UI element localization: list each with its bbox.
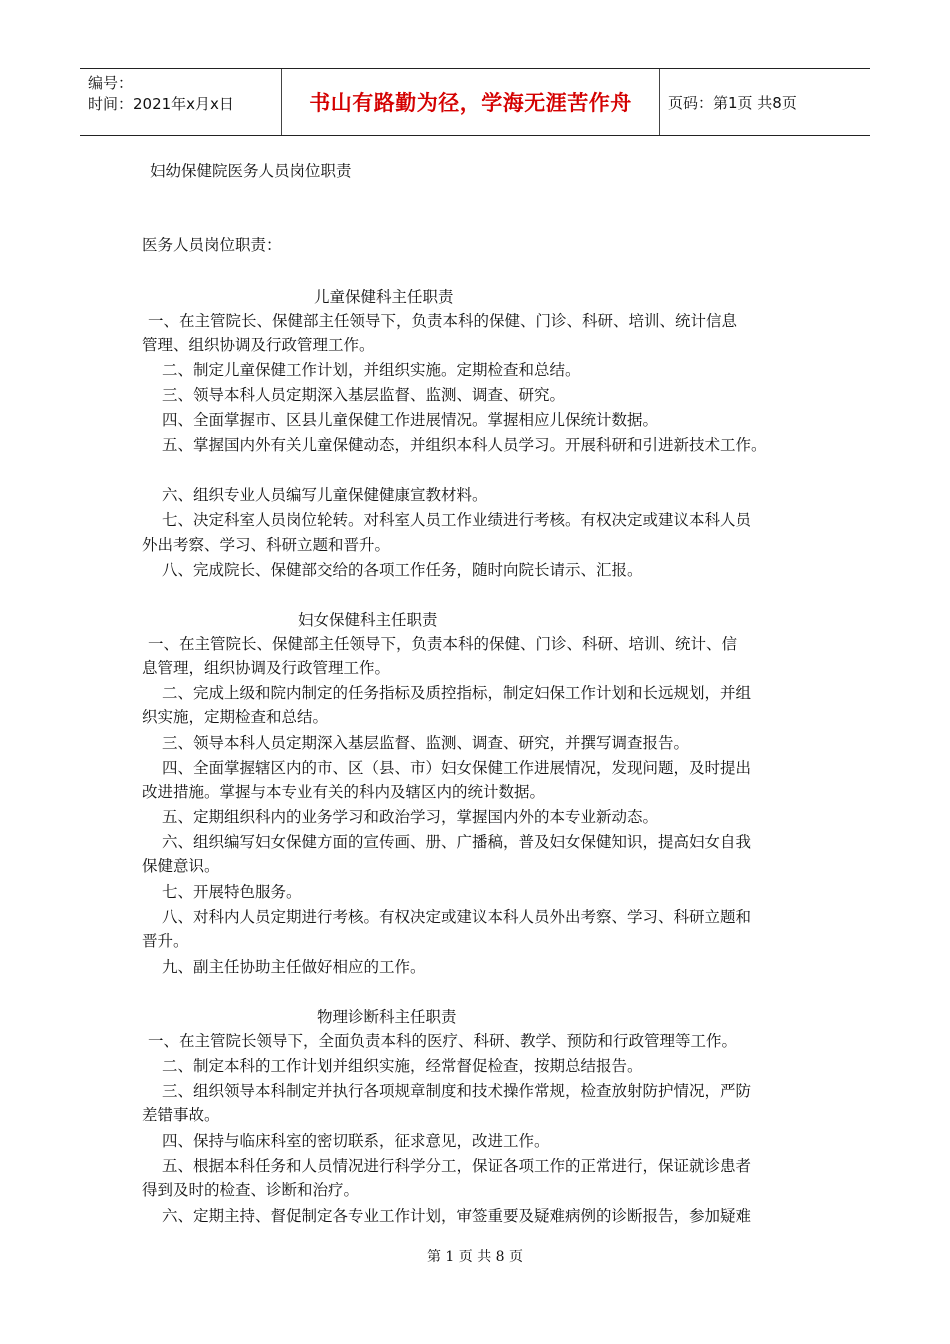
header-meta [80, 69, 282, 135]
section-heading-child: 儿童保健科主任职责 [314, 288, 454, 306]
child-line-5: 四、全面掌握市、区县儿童保健工作进展情况。掌握相应儿保统计数据。 [162, 411, 659, 429]
women-line-3: 二、完成上级和院内制定的任务指标及质控指标，制定妇保工作计划和长远规划，并组 [162, 684, 752, 702]
section-heading-women: 妇女保健科主任职责 [298, 611, 438, 629]
page-footer: 第 1 页 共 8 页 [426, 1249, 524, 1265]
document-intro: 医务人员岗位职责： [142, 236, 282, 254]
header-page-info: 页码：第1页 共8页 [668, 93, 797, 112]
women-line-1: 一、在主管院长、保健部主任领导下，负责本科的保健、门诊、科研、培训、统计、信 [148, 635, 738, 653]
women-line-9: 六、组织编写妇女保健方面的宣传画、册、广播稿，普及妇女保健知识，提高妇女自我 [162, 833, 752, 851]
header-motto: 书山有路勤为径，学海无涯苦作舟 [282, 69, 660, 135]
women-line-11: 七、开展特色服务。 [162, 883, 302, 901]
women-line-5: 三、领导本科人员定期深入基层监督、监测、调查、研究，并撰写调查报告。 [162, 734, 690, 752]
child-line-3: 二、制定儿童保健工作计划，并组织实施。定期检查和总结。 [162, 361, 581, 379]
child-line-2: 管理、组织协调及行政管理工作。 [142, 336, 375, 354]
child-line-6: 五、掌握国内外有关儿童保健动态，并组织本科人员学习。开展科研和引进新技术工作。 [162, 436, 767, 454]
women-line-10: 保健意识。 [142, 857, 220, 875]
women-line-8: 五、定期组织科内的业务学习和政治学习，掌握国内外的本专业新动态。 [162, 808, 659, 826]
child-line-4: 三、领导本科人员定期深入基层监督、监测、调查、研究。 [162, 386, 566, 404]
physical-line-6: 五、根据本科任务和人员情况进行科学分工，保证各项工作的正常进行，保证就诊患者 [162, 1157, 752, 1175]
women-line-12: 八、对科内人员定期进行考核。有权决定或建议本科人员外出考察、学习、科研立题和 [162, 908, 752, 926]
physical-line-1: 一、在主管院长领导下，全面负责本科的医疗、科研、教学、预防和行政管理等工作。 [148, 1032, 738, 1050]
number-label: 编号： [88, 74, 134, 92]
physical-line-5: 四、保持与临床科室的密切联系，征求意见，改进工作。 [162, 1132, 550, 1150]
physical-line-3: 三、组织领导本科制定并执行各项规章制度和技术操作常规，检查放射防护情况，严防 [162, 1082, 752, 1100]
child-line-8: 七、决定科室人员岗位轮转。对科室人员工作业绩进行考核。有权决定或建议本科人员 [162, 511, 752, 529]
women-line-13: 晋升。 [142, 932, 189, 950]
child-line-9: 外出考察、学习、科研立题和晋升。 [142, 536, 391, 554]
women-line-7: 改进措施。掌握与本专业有关的科内及辖区内的统计数据。 [142, 783, 546, 801]
physical-line-2: 二、制定本科的工作计划并组织实施，经常督促检查，按期总结报告。 [162, 1057, 643, 1075]
women-line-14: 九、副主任协助主任做好相应的工作。 [162, 958, 426, 976]
women-line-6: 四、全面掌握辖区内的市、区（县、市）妇女保健工作进展情况，发现问题，及时提出 [162, 759, 752, 777]
date-label: 时间：2021年x月x日 [88, 95, 234, 113]
child-line-7: 六、组织专业人员编写儿童保健健康宣教材料。 [162, 486, 488, 504]
physical-line-4: 差错事故。 [142, 1106, 220, 1124]
physical-line-7: 得到及时的检查、诊断和治疗。 [142, 1181, 360, 1199]
physical-line-8: 六、定期主持、督促制定各专业工作计划，审签重要及疑难病例的诊断报告，参加疑难 [162, 1207, 752, 1225]
document-title: 妇幼保健院医务人员岗位职责 [150, 162, 352, 180]
women-line-4: 织实施，定期检查和总结。 [142, 708, 329, 726]
child-line-10: 八、完成院长、保健部交给的各项工作任务，随时向院长请示、汇报。 [162, 561, 643, 579]
women-line-2: 息管理，组织协调及行政管理工作。 [142, 659, 391, 677]
document-header [80, 68, 870, 136]
child-line-1: 一、在主管院长、保健部主任领导下，负责本科的保健、门诊、科研、培训、统计信息 [148, 312, 738, 330]
section-heading-physical: 物理诊断科主任职责 [317, 1008, 457, 1026]
